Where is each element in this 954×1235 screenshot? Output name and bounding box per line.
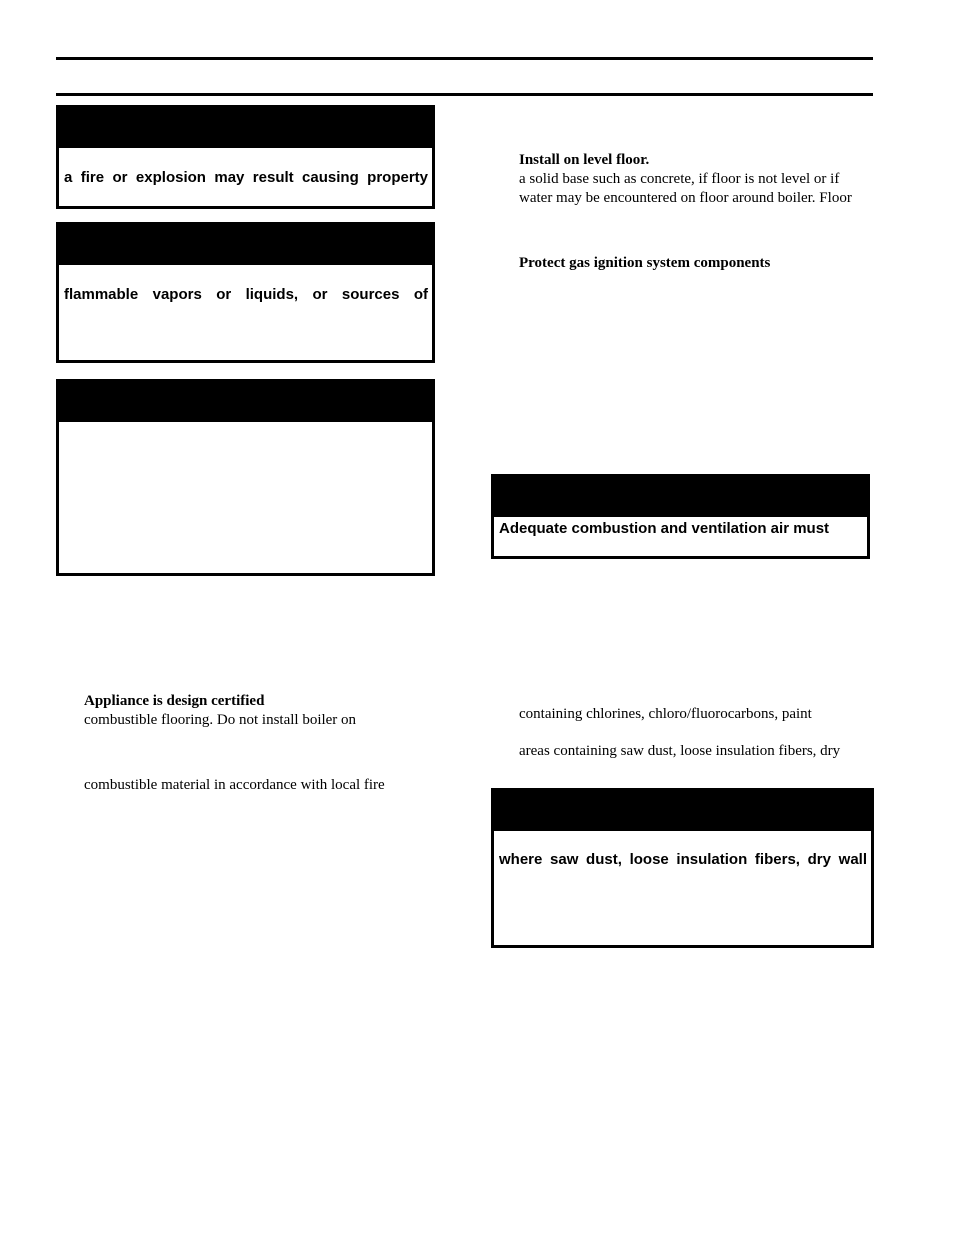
- warning-text: Adequate combustion and ventilation air must: [499, 520, 830, 537]
- warning-text: flammable vapors or liquids, or sources of: [64, 286, 428, 303]
- appliance-certified-line-1: combustible flooring. Do not install boiler on: [84, 712, 357, 728]
- level-floor-heading: Install on level floor.: [519, 152, 650, 168]
- warning-header-bar: [59, 382, 432, 422]
- appliance-certified-heading: Appliance is design certified: [84, 693, 265, 709]
- warning-header-bar: [59, 108, 432, 148]
- warning-box-blank: [56, 379, 435, 576]
- warning-header-bar: [494, 477, 867, 517]
- warning-text: where saw dust, loose insulation fibers, dry wall: [499, 851, 867, 868]
- appliance-certified-line-2: combustible material in accordance with local fire: [84, 777, 385, 793]
- warning-box-fire-explosion: [56, 105, 435, 209]
- level-floor-line-1: a solid base such as concrete, if floor is not level or if: [519, 171, 840, 187]
- warning-header-bar: [59, 225, 432, 265]
- contaminants-line-2: areas containing saw dust, loose insulation fibers, dry: [519, 743, 841, 759]
- header-rule-top: [56, 57, 873, 60]
- warning-header-bar: [494, 791, 871, 831]
- warning-box-flammable-vapors: [56, 222, 435, 363]
- header-rule-bottom: [56, 93, 873, 96]
- warning-box-combustion-air: [491, 474, 870, 559]
- gas-ignition-heading: Protect gas ignition system components: [519, 255, 771, 271]
- warning-box-saw-dust: [491, 788, 874, 948]
- contaminants-line-1: containing chlorines, chloro/fluorocarbons, paint: [519, 706, 812, 722]
- level-floor-line-2: water may be encountered on floor around boiler. Floor: [519, 190, 852, 206]
- warning-text: a fire or explosion may result causing property: [64, 169, 428, 186]
